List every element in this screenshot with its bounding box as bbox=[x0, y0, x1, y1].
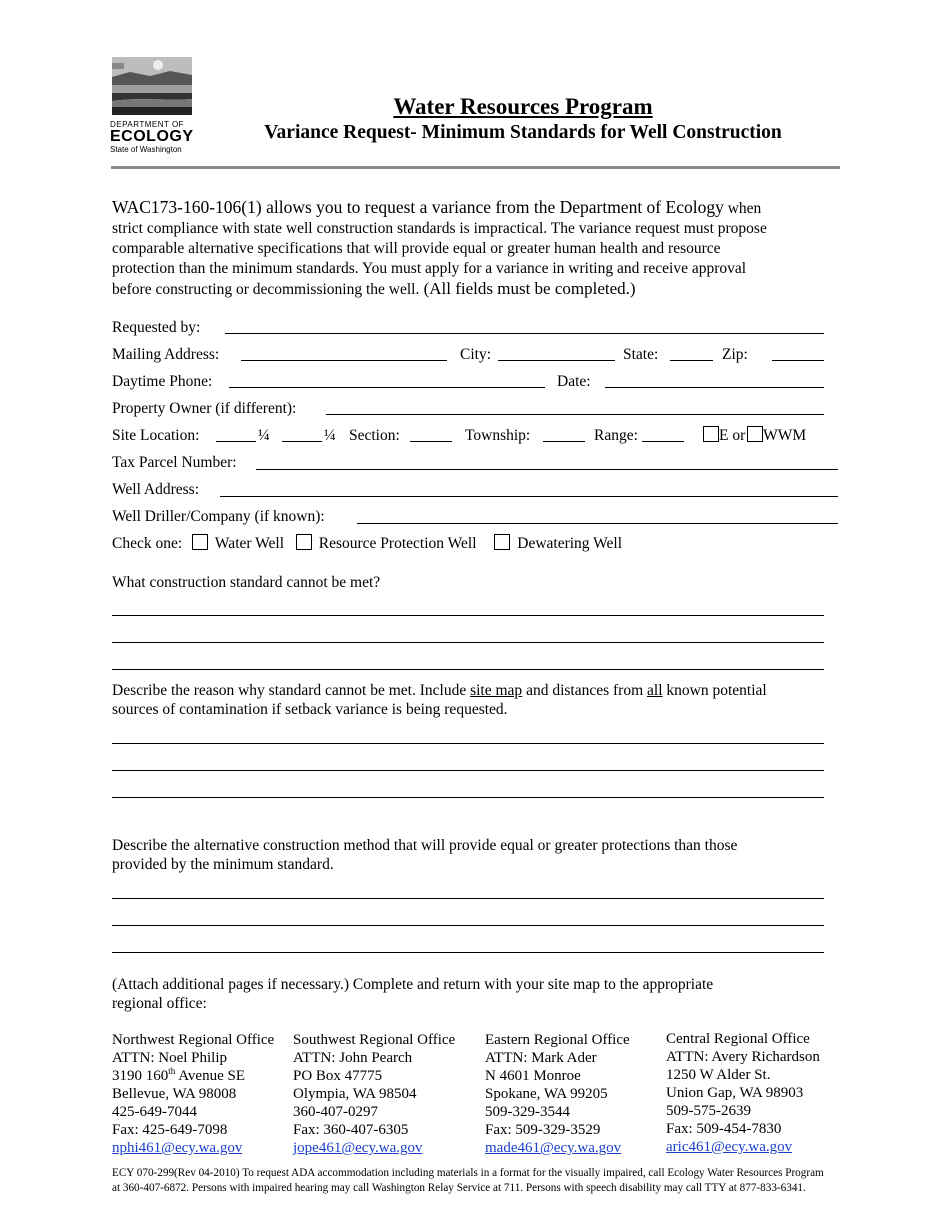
label-tax-parcel: Tax Parcel Number: bbox=[112, 454, 237, 471]
office-phone: 509-575-2639 bbox=[666, 1103, 751, 1119]
office-email-link[interactable]: made461@ecy.wa.gov bbox=[485, 1140, 622, 1156]
label-water-well: Water Well bbox=[214, 535, 285, 552]
section-input[interactable] bbox=[410, 441, 452, 442]
office-fax: Fax: 425-649-7098 bbox=[112, 1122, 228, 1138]
office-attn: ATTN: Noel Philip bbox=[112, 1050, 227, 1066]
property-owner-input[interactable] bbox=[326, 414, 824, 415]
q2-site-map: site map bbox=[470, 682, 523, 699]
footer-line-1: ECY 070-299(Rev 04-2010) To request ADA accommodation including materials in a format for the visually impaired, call Ecology Water Resources Program bbox=[112, 1167, 824, 1179]
question-1: What construction standard cannot be met? bbox=[112, 574, 381, 591]
wwm-checkbox[interactable] bbox=[747, 426, 763, 442]
office-email-link[interactable]: nphi461@ecy.wa.gov bbox=[112, 1140, 243, 1156]
tax-parcel-input[interactable] bbox=[256, 469, 838, 470]
well-driller-input[interactable] bbox=[357, 523, 838, 524]
label-date: Date: bbox=[557, 373, 591, 390]
answer-3-line-1[interactable] bbox=[112, 898, 824, 899]
office-attn: ATTN: Mark Ader bbox=[485, 1050, 597, 1066]
office-central bbox=[666, 1030, 820, 1156]
footer-line-2: at 360-407-6872. Persons with impaired hearing may call Washington Relay Service at 711. Persons with speech disability may call TTY at 877-833-6341. bbox=[112, 1182, 806, 1194]
office-phone: 425-649-7044 bbox=[112, 1104, 197, 1120]
answer-2-line-3[interactable] bbox=[112, 797, 824, 798]
q2-part2: and distances from bbox=[522, 682, 648, 699]
office-address-1: N 4601 Monroe bbox=[485, 1068, 581, 1084]
range-input[interactable] bbox=[642, 441, 684, 442]
quarter2-input[interactable] bbox=[282, 441, 322, 442]
answer-1-line-3[interactable] bbox=[112, 669, 824, 670]
office-phone: 360-407-0297 bbox=[293, 1104, 378, 1120]
e-or-wwm-group bbox=[703, 426, 806, 445]
office-name: Eastern Regional Office bbox=[485, 1032, 630, 1048]
office-fax: Fax: 509-454-7830 bbox=[666, 1121, 782, 1137]
label-quarter-1: ¼ bbox=[258, 427, 270, 444]
check-one-row bbox=[112, 534, 622, 553]
office-email-link[interactable]: aric461@ecy.wa.gov bbox=[666, 1139, 793, 1155]
requested-by-input[interactable] bbox=[225, 333, 824, 334]
logo-agency: ECOLOGY bbox=[110, 128, 194, 145]
well-address-input[interactable] bbox=[220, 496, 838, 497]
office-name: Northwest Regional Office bbox=[112, 1032, 275, 1048]
daytime-phone-input[interactable] bbox=[229, 387, 545, 388]
question-2-line-1 bbox=[112, 681, 767, 700]
answer-1-line-2[interactable] bbox=[112, 642, 824, 643]
label-section: Section: bbox=[349, 427, 400, 444]
return-note-line-2: regional office: bbox=[112, 995, 207, 1012]
office-attn: ATTN: John Pearch bbox=[293, 1050, 413, 1066]
intro-line1b: when bbox=[723, 200, 762, 217]
form-title: Variance Request- Minimum Standards for Well Construction bbox=[264, 122, 782, 143]
label-wwm: WWM bbox=[763, 427, 807, 444]
label-well-address: Well Address: bbox=[112, 481, 200, 498]
return-note-line-1: (Attach additional pages if necessary.) Complete and return with your site map to the appropriate bbox=[112, 976, 714, 993]
label-township: Township: bbox=[465, 427, 531, 444]
office-eastern bbox=[485, 1031, 630, 1157]
dewatering-well-checkbox[interactable] bbox=[494, 534, 510, 550]
logo-dept-of: DEPARTMENT OF bbox=[110, 120, 185, 129]
intro-line3: comparable alternative specifications that will provide equal or greater human health and resource bbox=[112, 240, 721, 257]
label-site-location: Site Location: bbox=[112, 427, 200, 444]
office-address-2: Union Gap, WA 98903 bbox=[666, 1085, 804, 1101]
question-3-line-2: provided by the minimum standard. bbox=[112, 856, 334, 873]
label-check-one: Check one: bbox=[112, 535, 183, 552]
label-quarter-2: ¼ bbox=[324, 427, 336, 444]
label-property-owner: Property Owner (if different): bbox=[112, 400, 297, 417]
label-state: State: bbox=[623, 346, 659, 363]
intro-line2: strict compliance with state well construction standards is impractical. The variance request must propose bbox=[112, 220, 767, 237]
water-well-checkbox[interactable] bbox=[192, 534, 208, 550]
mailing-address-input[interactable] bbox=[241, 360, 447, 361]
intro-line5a: before constructing or decommissioning the well. bbox=[112, 281, 420, 298]
e-checkbox[interactable] bbox=[703, 426, 719, 442]
office-email-link[interactable]: jope461@ecy.wa.gov bbox=[293, 1140, 423, 1156]
label-resource-protection-well: Resource Protection Well bbox=[318, 535, 477, 552]
label-range: Range: bbox=[594, 427, 638, 444]
office-address-1: PO Box 47775 bbox=[293, 1068, 383, 1084]
label-daytime-phone: Daytime Phone: bbox=[112, 373, 213, 390]
office-southwest bbox=[293, 1031, 455, 1157]
answer-3-line-3[interactable] bbox=[112, 952, 824, 953]
date-input[interactable] bbox=[605, 387, 824, 388]
answer-3-line-2[interactable] bbox=[112, 925, 824, 926]
answer-1-line-1[interactable] bbox=[112, 615, 824, 616]
question-2-line-2: sources of contamination if setback variance is being requested. bbox=[112, 701, 508, 718]
office-northwest bbox=[112, 1031, 274, 1157]
label-dewatering-well: Dewatering Well bbox=[517, 535, 623, 552]
intro-line5b: (All fields must be completed.) bbox=[419, 279, 636, 298]
label-zip: Zip: bbox=[722, 346, 748, 363]
label-e-or: E or bbox=[719, 427, 746, 444]
township-input[interactable] bbox=[543, 441, 585, 442]
office-fax: Fax: 360-407-6305 bbox=[293, 1122, 409, 1138]
city-input[interactable] bbox=[498, 360, 615, 361]
label-requested-by: Requested by: bbox=[112, 319, 201, 336]
question-3-line-1: Describe the alternative construction method that will provide equal or greater protections than those bbox=[112, 837, 738, 854]
office-address-2: Spokane, WA 99205 bbox=[485, 1086, 608, 1102]
office-fax: Fax: 509-329-3529 bbox=[485, 1122, 601, 1138]
q2-all: all bbox=[647, 682, 663, 699]
state-input[interactable] bbox=[670, 360, 713, 361]
intro-paragraph bbox=[112, 197, 842, 300]
q2-part3: known potential bbox=[662, 682, 767, 699]
resource-protection-well-checkbox[interactable] bbox=[296, 534, 312, 550]
office-name: Southwest Regional Office bbox=[293, 1032, 456, 1048]
q2-part1: Describe the reason why standard cannot be met. Include bbox=[112, 682, 471, 699]
office-name: Central Regional Office bbox=[666, 1031, 810, 1047]
label-city: City: bbox=[460, 346, 492, 363]
office-address-1: 1250 W Alder St. bbox=[666, 1067, 771, 1083]
office-address-2: Bellevue, WA 98008 bbox=[112, 1086, 237, 1102]
logo-state: State of Washington bbox=[110, 145, 182, 154]
office-phone: 509-329-3544 bbox=[485, 1104, 570, 1120]
label-mailing-address: Mailing Address: bbox=[112, 346, 220, 363]
label-well-driller: Well Driller/Company (if known): bbox=[112, 508, 325, 525]
office-address-1: 3190 160th Avenue SE bbox=[112, 1066, 245, 1084]
zip-input[interactable] bbox=[772, 360, 824, 361]
office-address-2: Olympia, WA 98504 bbox=[293, 1086, 417, 1102]
answer-2-line-2[interactable] bbox=[112, 770, 824, 771]
office-attn: ATTN: Avery Richardson bbox=[666, 1049, 820, 1065]
header-rule bbox=[111, 166, 840, 169]
answer-2-line-1[interactable] bbox=[112, 743, 824, 744]
quarter1-input[interactable] bbox=[216, 441, 256, 442]
intro-line1a: WAC173-160-106(1) allows you to request a variance from the Department of Ecology bbox=[112, 197, 724, 217]
intro-line4: protection than the minimum standards. You must apply for a variance in writing and receive approval bbox=[112, 260, 747, 277]
program-title: Water Resources Program bbox=[393, 94, 653, 119]
